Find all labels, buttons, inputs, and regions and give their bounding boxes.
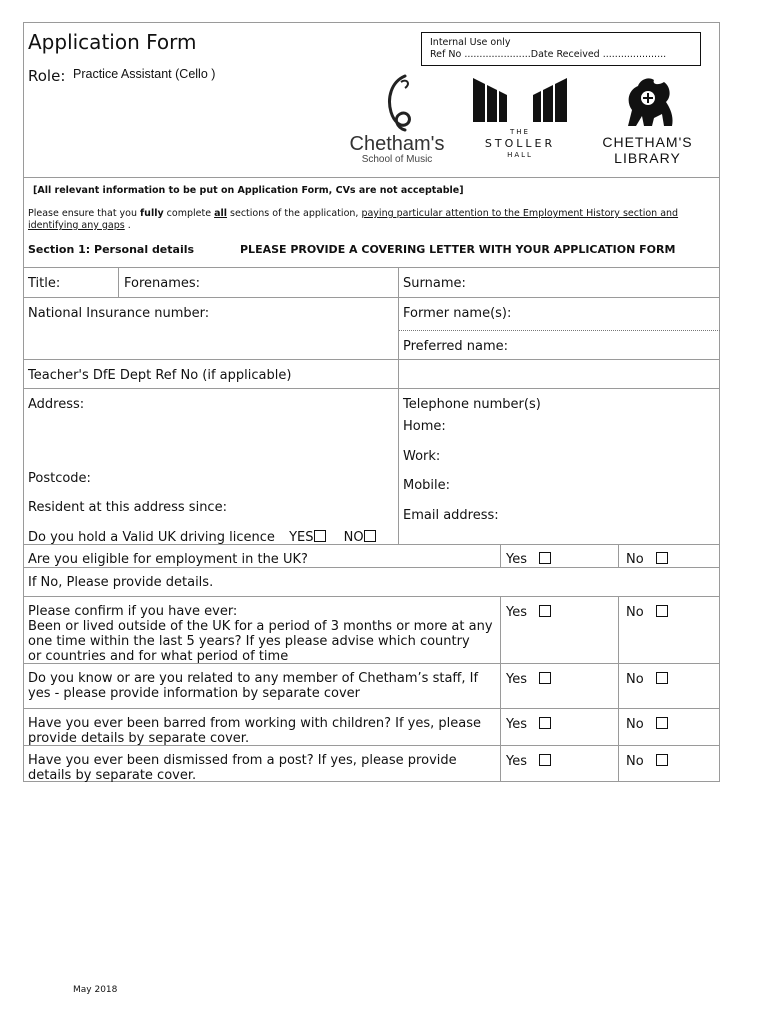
q-dismissed-yes	[506, 754, 551, 769]
notice-underlined: paying particular attention to the Employment History section and identifying any gaps	[28, 208, 679, 231]
q-abroad-no	[626, 605, 668, 620]
stoller-hall: HALL	[507, 151, 533, 159]
teacher-ref-field[interactable]: Teacher's DfE Dept Ref No (if applicable)	[28, 368, 292, 383]
home-phone-field[interactable]: Home:	[403, 419, 446, 434]
q-dismissed-no-checkbox[interactable]	[656, 754, 668, 766]
driving-yes-checkbox[interactable]	[314, 530, 326, 542]
stoller-the: THE	[510, 128, 530, 136]
chethams-school-subtitle: School of Music	[361, 154, 433, 165]
divider-row2	[23, 359, 720, 360]
driving-licence-text: Do you hold a Valid UK driving licence	[28, 530, 275, 545]
internal-use-box	[421, 32, 701, 66]
q-barred	[28, 716, 481, 746]
chethams-school-logo	[338, 72, 456, 172]
q-if-no-details[interactable]: If No, Please provide details.	[28, 575, 214, 590]
notice-text-3: sections of the application,	[227, 208, 362, 219]
q-related-yes	[506, 672, 551, 687]
mobile-field[interactable]: Mobile:	[403, 478, 451, 493]
address-field[interactable]: Address:	[28, 397, 85, 412]
driving-licence-question	[28, 530, 376, 545]
chethams-library-logo	[590, 72, 705, 172]
q-related	[28, 671, 478, 701]
divider-no-col-1	[618, 544, 619, 567]
yes-label: Yes	[506, 717, 527, 732]
divider-former-name	[398, 330, 720, 331]
q-related-line-1: Do you know or are you related to any member of Chetham’s staff, If	[28, 671, 479, 686]
q-dismissed-line-1: Have you ever been dismissed from a post? If yes, please provide	[28, 753, 457, 768]
notice-all: all	[214, 208, 228, 219]
postcode-field[interactable]: Postcode:	[28, 471, 91, 486]
former-names-field[interactable]: Former name(s):	[403, 306, 512, 321]
divider-header	[23, 177, 720, 178]
q-related-yes-checkbox[interactable]	[539, 672, 551, 684]
work-phone-field[interactable]: Work:	[403, 449, 441, 464]
q-eligible: Are you eligible for employment in the UK?	[28, 552, 308, 567]
q-related-line-2: yes - please provide information by separate cover	[28, 686, 361, 701]
q-eligible-no	[626, 552, 668, 567]
divider-q4	[23, 708, 720, 709]
q-abroad	[28, 604, 493, 664]
q-dismissed-line-2: details by separate cover.	[28, 768, 197, 783]
divider-mid-col	[398, 267, 399, 544]
q-eligible-yes-checkbox[interactable]	[539, 552, 551, 564]
resident-since-field[interactable]: Resident at this address since:	[28, 500, 227, 515]
library-name-2: LIBRARY	[614, 150, 681, 166]
q-barred-no-checkbox[interactable]	[656, 717, 668, 729]
notice-text-1: Please ensure that you	[28, 208, 141, 219]
griffin-icon	[618, 72, 678, 130]
role-label: Role:	[28, 67, 66, 85]
surname-field[interactable]: Surname:	[403, 276, 466, 291]
yes-label: Yes	[506, 754, 527, 769]
role-value: Practice Assistant (Cello )	[73, 67, 216, 81]
q-abroad-line-2: Been or lived outside of the UK for a period of 3 months or more at any	[28, 619, 493, 634]
divider-yes-col-1	[500, 544, 501, 567]
q-dismissed-no	[626, 754, 668, 769]
notice-text-4: .	[124, 220, 131, 231]
divider-row3	[23, 388, 720, 389]
q-eligible-no-checkbox[interactable]	[656, 552, 668, 564]
notice-fully: fully	[140, 208, 164, 219]
q-dismissed-yes-checkbox[interactable]	[539, 754, 551, 766]
divider-no-col-2	[618, 596, 619, 782]
notice-bold: [All relevant information to be put on Application Form, CVs are not acceptable]	[33, 185, 464, 196]
q-abroad-no-checkbox[interactable]	[656, 605, 668, 617]
library-name-1: CHETHAM'S	[602, 134, 693, 150]
no-label: No	[626, 552, 644, 567]
divider-yes-col-2	[500, 596, 501, 782]
q-barred-no	[626, 717, 668, 732]
preferred-name-field[interactable]: Preferred name:	[403, 339, 509, 354]
q-abroad-line-4: or countries and for what period of time	[28, 649, 289, 664]
driving-yes-label: YES	[289, 530, 314, 545]
divider-title-col	[118, 267, 119, 297]
q-abroad-yes	[506, 605, 551, 620]
yes-label: Yes	[506, 672, 527, 687]
q-eligible-yes	[506, 552, 551, 567]
internal-use-label: Internal Use only	[430, 37, 511, 48]
footer-date: May 2018	[73, 985, 118, 995]
driving-no-checkbox[interactable]	[364, 530, 376, 542]
divider-q1	[23, 567, 720, 568]
divider-row1	[23, 297, 720, 298]
telephone-label: Telephone number(s)	[403, 397, 541, 412]
q-barred-yes-checkbox[interactable]	[539, 717, 551, 729]
divider-q2	[23, 596, 720, 597]
notice-paragraph	[28, 208, 700, 232]
page-title: Application Form	[28, 30, 197, 54]
stoller-bars-icon	[471, 76, 569, 124]
q-abroad-line-1: Please confirm if you have ever:	[28, 604, 238, 619]
forenames-field[interactable]: Forenames:	[124, 276, 201, 291]
clef-icon	[377, 72, 417, 134]
q-barred-line-2: provide details by separate cover.	[28, 731, 250, 746]
divider-section	[23, 267, 720, 268]
section-heading: Section 1: Personal details	[28, 243, 195, 256]
chethams-school-name: Chetham's	[349, 133, 445, 155]
ref-no-line: Ref No ......................Date Received .....................	[430, 49, 667, 60]
no-label: No	[626, 754, 644, 769]
covering-letter-notice: PLEASE PROVIDE A COVERING LETTER WITH YOUR APPLICATION FORM	[240, 243, 676, 256]
no-label: No	[626, 672, 644, 687]
q-barred-line-1: Have you ever been barred from working with children? If yes, please	[28, 716, 482, 731]
q-dismissed	[28, 753, 457, 783]
q-barred-yes	[506, 717, 551, 732]
stoller-hall-logo	[468, 76, 572, 168]
no-label: No	[626, 717, 644, 732]
ni-number-field[interactable]: National Insurance number:	[28, 306, 210, 321]
title-field[interactable]: Title:	[28, 276, 61, 291]
q-abroad-line-3: one time within the last 5 years? If yes please advise which country	[28, 634, 470, 649]
driving-no-label: NO	[343, 530, 364, 545]
q-related-no	[626, 672, 668, 687]
yes-label: Yes	[506, 552, 527, 567]
q-abroad-yes-checkbox[interactable]	[539, 605, 551, 617]
notice-text-2: complete	[163, 208, 215, 219]
yes-label: Yes	[506, 605, 527, 620]
q-related-no-checkbox[interactable]	[656, 672, 668, 684]
stoller-name: STOLLER	[484, 137, 556, 150]
email-field[interactable]: Email address:	[403, 508, 499, 523]
no-label: No	[626, 605, 644, 620]
